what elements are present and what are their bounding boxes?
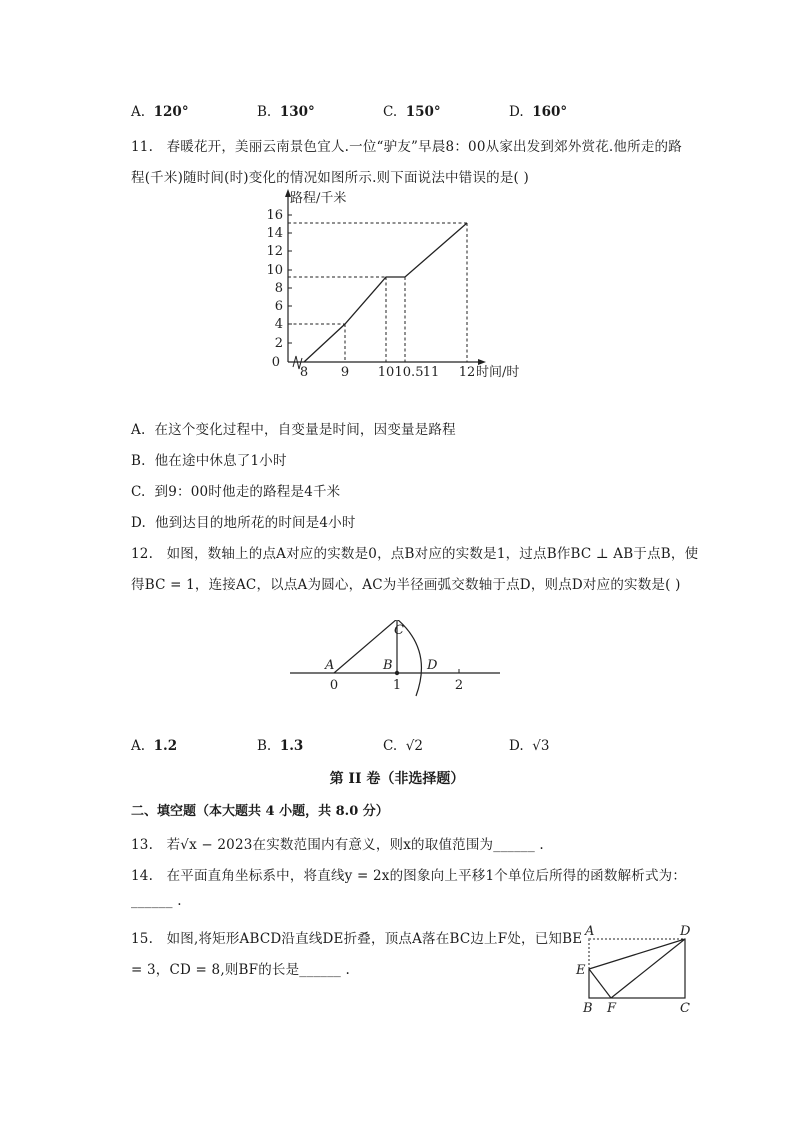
tick-label: 1	[392, 678, 402, 693]
q11-option-c: C. 到9：00时他走的路程是4千米	[131, 484, 341, 500]
q10-option-d: D. 160°	[509, 104, 568, 120]
q13-stem: 13. 若√x − 2023在实数范围内有意义，则x的取值范围为______ .	[131, 837, 544, 853]
y-tick-label: 16	[266, 208, 283, 223]
y-tick-label: 10	[266, 263, 283, 278]
x-tick-label: 10	[377, 365, 395, 380]
y-tick-label: 4	[274, 317, 283, 332]
label-c: C	[680, 1001, 690, 1014]
q14-stem-line2: ______ .	[131, 893, 182, 909]
y-tick-label: 0	[271, 355, 280, 370]
q12-option-a: A. 1.2	[131, 738, 178, 754]
x-tick-label: 12	[458, 365, 476, 380]
section2-title: 二、填空题（本大题共 4 小题，共 8.0 分）	[131, 804, 389, 819]
x-tick-label: 9	[340, 365, 350, 380]
label-a: A	[325, 658, 335, 673]
x-tick-label: 8	[299, 365, 309, 380]
q12-stem-line1: 12. 如图，数轴上的点A对应的实数是0，点B对应的实数是1，过点B作BC ⊥ AB于点B，使	[131, 546, 699, 562]
q11-option-b: B. 他在途中休息了1小时	[131, 453, 287, 469]
y-tick-label: 8	[274, 281, 283, 296]
q11-stem-line2: 程(千米)随时间(时)变化的情况如图所示.则下面说法中错误的是( )	[131, 170, 529, 186]
rectangle-bcd	[589, 939, 685, 998]
label-f: F	[607, 1001, 617, 1014]
label-d: D	[427, 658, 438, 673]
x-tick-label: 11	[422, 365, 440, 380]
part2-title: 第 II 卷（非选择题）	[329, 771, 465, 787]
tick-label: 2	[454, 678, 464, 693]
label-e: E	[576, 963, 586, 978]
y-tick-label: 12	[266, 244, 283, 259]
q10-option-c: C. 150°	[383, 104, 441, 120]
y-axis-label: 路程/千米	[290, 191, 347, 206]
q15-rectangle-fold-figure	[574, 920, 700, 1014]
x-axis-label: 时间/时	[476, 365, 520, 380]
q15-stem-line1: 15. 如图,将矩形ABCD沿直线DE折叠，顶点A落在BC边上F处，已知BE	[131, 931, 583, 947]
q12-number-line-figure	[288, 620, 504, 698]
q11-option-d: D. 他到达目的地所花的时间是4小时	[131, 515, 356, 531]
q14-stem-line1: 14. 在平面直角坐标系中，将直线y = 2x的图象向上平移1个单位后所得的函数解析式为：	[131, 868, 687, 884]
label-a: A	[585, 924, 595, 939]
x-tick-label: 10.5	[394, 365, 424, 380]
segment-df	[611, 939, 685, 998]
q15-stem-line2: = 3，CD = 8,则BF的长是______ .	[131, 962, 350, 978]
point-b-dot	[395, 671, 399, 675]
y-tick-label: 6	[274, 299, 283, 314]
y-tick-label: 2	[274, 336, 283, 351]
y-tick-label: 14	[266, 226, 283, 241]
q12-option-c: C. √2	[383, 738, 423, 754]
q12-option-b: B. 1.3	[257, 738, 304, 754]
q12-stem-line2: 得BC = 1，连接AC，以点A为圆心，AC为半径画弧交数轴于点D，则点D对应的实数是( )	[131, 577, 681, 593]
label-b: B	[583, 1001, 593, 1014]
q11-option-a: A. 在这个变化过程中，自变量是时间，因变量是路程	[131, 422, 456, 438]
q11-stem-line1: 11. 春暖花开，美丽云南景色宜人.一位“驴友”早晨8：00从家出发到郊外赏花.他所走的路	[131, 139, 682, 155]
q12-option-d: D. √3	[509, 738, 550, 754]
q11-distance-time-graph	[266, 186, 536, 380]
segment-ef	[589, 969, 611, 998]
label-b: B	[383, 658, 393, 673]
q10-option-b: B. 130°	[257, 104, 315, 120]
q10-option-a: A. 120°	[131, 104, 189, 120]
label-d: D	[680, 924, 691, 939]
fold-line-de	[589, 939, 685, 969]
distance-line	[304, 223, 467, 362]
tick-label: 0	[329, 678, 339, 693]
label-c: C	[394, 623, 404, 638]
